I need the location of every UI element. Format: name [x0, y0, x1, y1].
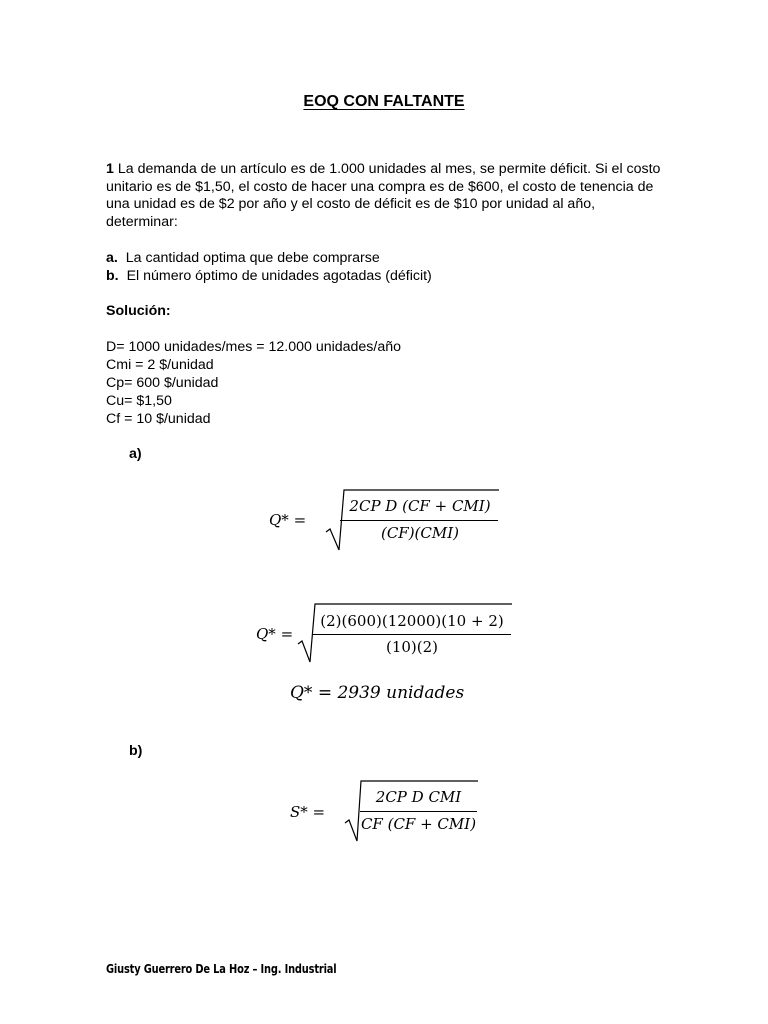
formula-a-sub-denominator: (10)(2)	[385, 638, 439, 656]
given-order-cost: Cp= 600 $/unidad	[106, 375, 219, 391]
question-b-label: b.	[106, 268, 119, 284]
part-a-label: a)	[129, 446, 142, 462]
formula-a-sub-lhs: Q* =	[256, 625, 294, 643]
formula-a-result: Q* = 2939 unidades	[290, 683, 465, 703]
formula-a-sub-fraction-bar	[313, 634, 511, 635]
question-a-label: a.	[106, 250, 118, 266]
given-demand: D= 1000 unidades/mes = 12.000 unidades/año	[106, 339, 402, 355]
solution-heading: Solución:	[106, 303, 171, 319]
formula-b-numerator: 2CP D CMI	[375, 788, 462, 806]
question-b-text: El número óptimo de unidades agotadas (déficit)	[126, 268, 432, 284]
page-footer: Giusty Guerrero De La Hoz – Ing. Industrial	[106, 962, 337, 976]
formula-a-sub-numerator: (2)(600)(12000)(10 + 2)	[320, 612, 504, 630]
formula-a-lhs: Q* =	[269, 511, 307, 529]
document-title: EOQ CON FALTANTE	[303, 93, 465, 110]
problem-statement	[106, 161, 666, 231]
question-b	[106, 267, 432, 285]
formula-a-fraction-bar	[340, 520, 498, 521]
given-unit-cost: Cu= $1,50	[106, 393, 172, 409]
question-a-text: La cantidad optima que debe comprarse	[125, 250, 380, 266]
part-b-label: b)	[129, 743, 143, 759]
formula-b-denominator: CF (CF + CMI)	[360, 815, 477, 833]
problem-number: 1	[106, 161, 114, 177]
formula-a-denominator: (CF)(CMI)	[380, 524, 460, 542]
question-a	[106, 249, 380, 267]
problem-text: La demanda de un artículo es de 1.000 unidades al mes, se permite déficit. Si el costo unitario es de $1,50, el costo de hacer una compra es de $600, el costo de tenencia de una unidad es de $2 por año y el costo de déficit es de $10 por unidad al año, determinar:	[106, 161, 661, 230]
given-holding-cost: Cmi = 2 $/unidad	[106, 357, 214, 373]
formula-b-fraction-bar	[360, 811, 477, 812]
given-shortage-cost: Cf = 10 $/unidad	[106, 411, 211, 427]
formula-a-numerator: 2CP D (CF + CMI)	[349, 497, 491, 515]
formula-b-lhs: S* =	[290, 803, 326, 821]
